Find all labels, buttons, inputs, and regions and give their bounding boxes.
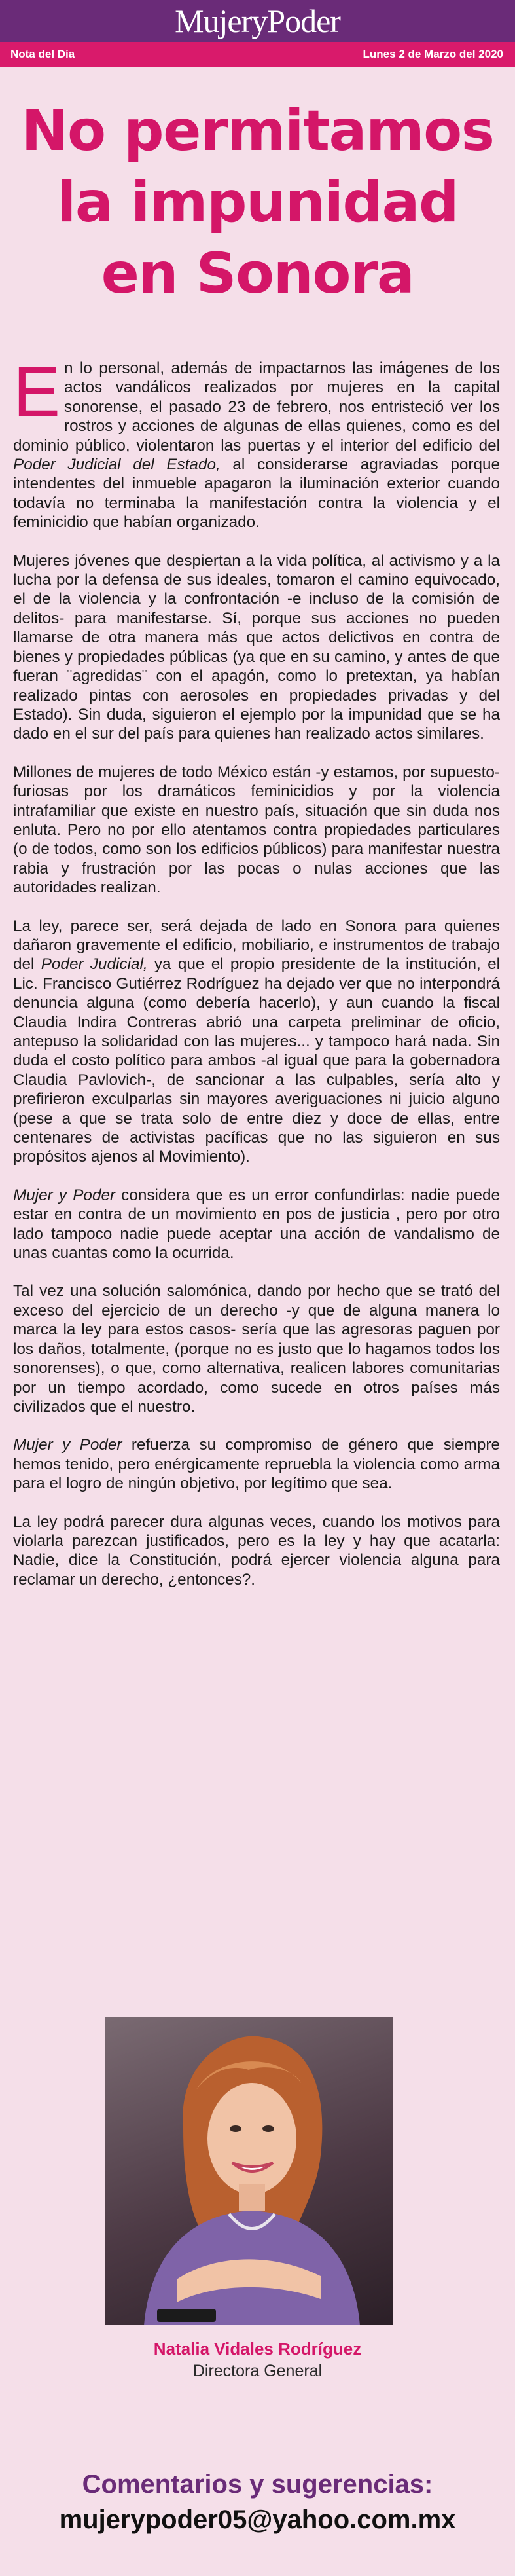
author-portrait-illustration xyxy=(105,2017,393,2325)
contact-email-link[interactable]: mujerypoder05@yahoo.com.mx xyxy=(59,2505,456,2534)
paragraph-6: Tal vez una solución salomónica, dando por hecho que se trató del exceso del ejercicio de un derecho -y que de alguna manera lo marca la ley para estos casos- sería que las agresoras paguen por los daños, totalmente, (porque no es justo que lo hagamos todos los sonorenses), o que, como alternativa, realicen labores comunitarias por un tiempo acordado, como sucede en otros países más civilizados que el nuestro. xyxy=(13,1282,500,1416)
headline xyxy=(13,96,502,310)
comments-heading: Comentarios y sugerencias: xyxy=(82,2470,433,2499)
paragraph-7 xyxy=(13,1435,500,1493)
paragraph-1-text-a: n lo personal, además de impactarnos las imágenes de los actos vandálicos realizados por mujeres en la capital sonorense, el pasado 23 de febrero, nos entristeció ver los rostros y acciones de algunas de ellas quienes, como es del dominio público, violentaron las puertas y el interior del edificio del xyxy=(13,359,500,454)
headline-line-1: No permitamos xyxy=(21,98,494,164)
paragraph-1-text-c: al considerarse agraviadas porque intendentes del inmueble apagaron la iluminación exterior cuando todavía no terminaba la manifestación contra la violencia y el feminicidio que habían organizado. xyxy=(13,456,500,532)
paragraph-4-text-c: ya que el propio presidente de la institución, el Lic. Francisco Gutiérrez Rodríguez ha dejado ver que no interpondrá denuncia alguna (como debería hacerlo), y aun cuando la fiscal Claudia Indira Contreras abrió una carpeta preliminar de oficio, antepuso la solidaridad con las mujeres... y tampoco hará nada. Sin duda el costo político para ambos -al igual que para la gobernadora Claudia Pavlovich-, de sancionar a las culpables, sería alto y prefirieron exculparlas sin mayores averiguaciones ni juicio alguno (pese a que se trata solo de entre diez y doce de ellas, entre centenares de activistas pacíficas que no las siguieron en sus propósitos ajenos al Movimiento). xyxy=(13,955,500,1166)
paragraph-4-emphasis: Poder Judicial, xyxy=(41,955,148,974)
paragraph-1-emphasis: Poder Judicial del Estado, xyxy=(13,456,221,474)
drop-cap: E xyxy=(13,352,61,431)
headline-line-2: la impunidad xyxy=(56,170,459,235)
author-name: Natalia Vidales Rodríguez xyxy=(153,2339,362,2359)
headline-line-3: en Sonora xyxy=(101,241,414,306)
paragraph-4 xyxy=(13,917,500,1167)
section-bar xyxy=(0,42,515,67)
paragraph-3: Millones de mujeres de todo México están -y estamos, por supuesto- furiosas por los dramáticos feminicidios y por la violencia intrafamiliar que existe en nuestro país, situación que sin duda nos enluta. Pero no por ello atentamos contra propiedades particulares (o de todos, como son los edificios públicos) para manifestar nuestra rabia y frustración por las pocas o nulas acciones que las autoridades realizan. xyxy=(13,763,500,897)
paragraph-1 xyxy=(13,352,500,532)
masthead xyxy=(0,0,515,42)
paragraph-2: Mujeres jóvenes que despiertan a la vida política, al activismo y a la lucha por la defensa de sus ideales, tomaron el camino equivocado, el de la violencia y la confrontación -e incluso de la comisión de delitos- para manifestarse. Sí, porque sus acciones no pueden llamarse de otra manera más que actos delictivos en contra de bienes y propiedades públicas (ya que en su camino, y antes de que fueran ¨agredidas¨ con el apagón, como lo pretextan, ya habían realizado pintas con aerosoles en propiedades privadas y del Estado). Sin duda, siguieron el ejemplo por la impunidad que se ha dado en el sur del país para quienes han realizado actos similares. xyxy=(13,551,500,743)
author-role: Directora General xyxy=(192,2362,323,2380)
masthead-logo: MujeryPoder xyxy=(175,3,340,39)
section-label: Nota del Día xyxy=(10,48,75,60)
paragraph-4-text-a: La ley, parece ser, será dejada de lado en Sonora para quienes dañaron gravemente el edificio, mobiliario, e instrumentos de trabajo del xyxy=(13,917,500,974)
article-body xyxy=(13,352,500,1608)
issue-date: Lunes 2 de Marzo del 2020 xyxy=(363,48,503,60)
paragraph-7-text: refuerza su compromiso de género que siempre hemos tenido, pero enérgicamente repruebla la violencia como arma para el logro de ningún objetivo, por legítimo que sea. xyxy=(13,1436,500,1493)
paragraph-7-emphasis: Mujer y Poder xyxy=(13,1436,122,1454)
author-photo xyxy=(105,2017,393,2325)
paragraph-5-text: considera que es un error confundirlas: nadie puede estar en contra de un movimiento en pos de justicia , pero por otro lado tampoco nadie puede aceptar una acción de vandalismo de unas cuantas como la ocurrida. xyxy=(13,1186,500,1262)
paragraph-8: La ley podrá parecer dura algunas veces, cuando los motivos para violarla parezcan justificados, pero es la ley y hay que acatarla: Nadie, dice la Constitución, podrá ejercer violencia alguna para reclamar un derecho, ¿entonces?. xyxy=(13,1513,500,1589)
paragraph-5-emphasis: Mujer y Poder xyxy=(13,1186,116,1204)
paragraph-5 xyxy=(13,1186,500,1263)
